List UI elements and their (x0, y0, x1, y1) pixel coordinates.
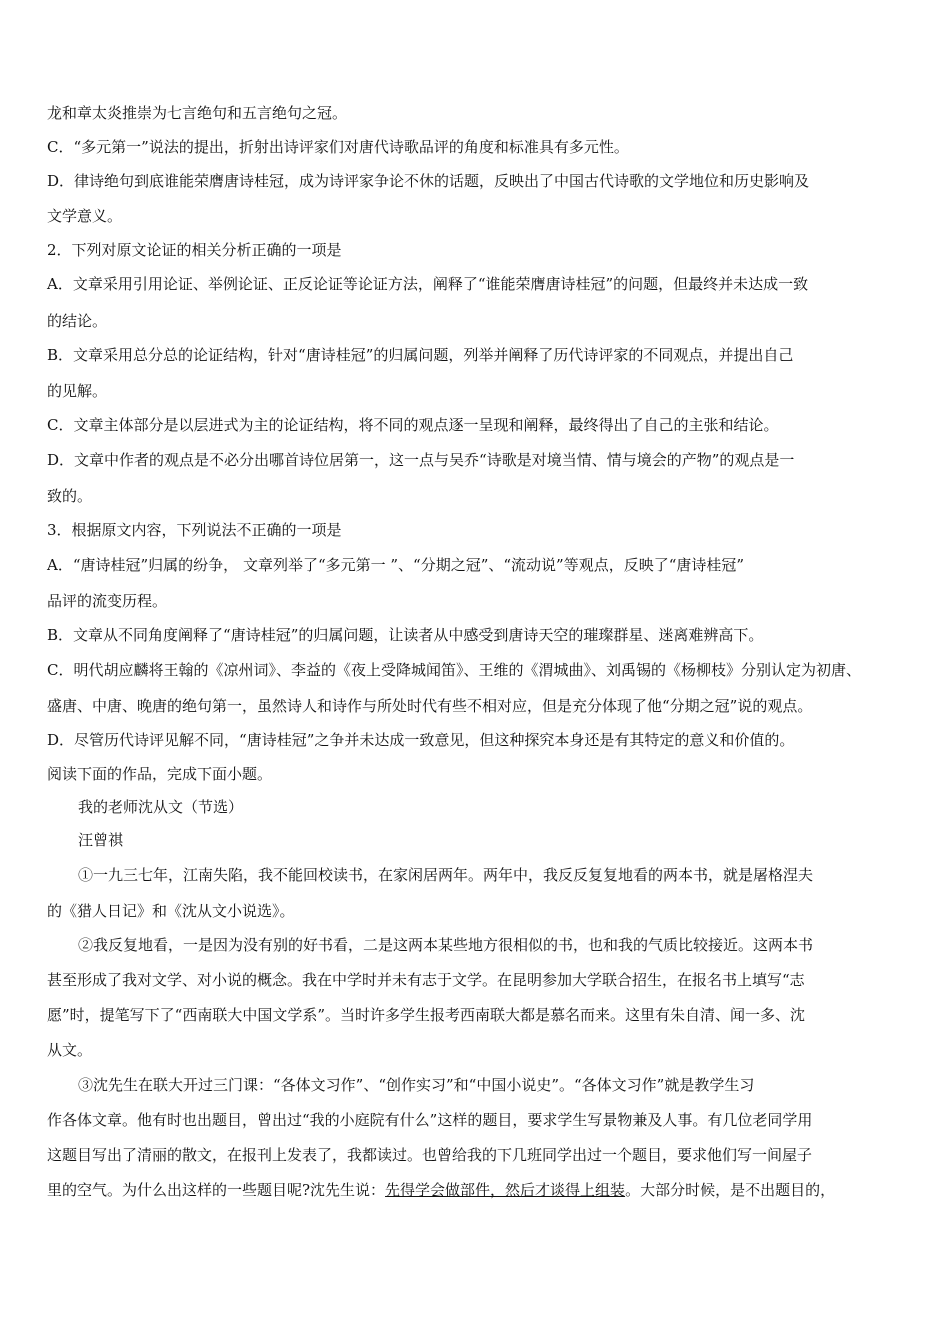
paragraph-3-line4-end: 。大部分时候，是不出题目的， (625, 1181, 836, 1199)
q3-option-b: B．文章从不同角度阐释了“唐诗桂冠”的归属问题，让读者从中感受到唐诗天空的璀璨群星、迷离难辨高下。 (47, 626, 764, 644)
paragraph-2-line1: ②我反复地看，一是因为没有别的好书看，二是这两本某些地方很相似的书，也和我的气质比较接近。这两本书 (78, 936, 814, 954)
underlined-quote: 先得学会做部件，然后才谈得上组装 (385, 1181, 626, 1199)
reading-instruction: 阅读下面的作品，完成下面小题。 (47, 765, 273, 783)
paragraph-3-line4 (47, 1180, 835, 1200)
q2-option-d-line2: 致的。 (47, 487, 93, 505)
article-title: 我的老师沈从文（节选） (78, 798, 244, 816)
q2-stem: 2．下列对原文论证的相关分析正确的一项是 (47, 241, 342, 259)
paragraph-1-line2: 的《猎人日记》和《沈从文小说选》。 (47, 902, 295, 920)
q1-option-c: C．“多元第一”说法的提出，折射出诗评家们对唐代诗歌品评的角度和标准具有多元性。 (47, 138, 629, 156)
paragraph-1-line1: ①一九三七年，江南失陷，我不能回校读书，在家闲居两年。两年中，我反反复复地看的两本书，就是屠格涅夫 (78, 866, 814, 884)
q3-stem: 3．根据原文内容，下列说法不正确的一项是 (47, 521, 342, 539)
q1-option-d-line1: D．律诗绝句到底谁能荣膺唐诗桂冠，成为诗评家争论不休的话题，反映出了中国古代诗歌的文学地位和历史影响及 (47, 172, 810, 190)
q3-option-a-line1: A．“唐诗桂冠”归属的纷争， 文章列举了“多元第一 ”、“分期之冠”、“流动说”等观点，反映了“唐诗桂冠” (47, 556, 745, 574)
q2-option-b-line2: 的见解。 (47, 382, 108, 400)
q1-continuation-line: 龙和章太炎推崇为七言绝句和五言绝句之冠。 (47, 104, 348, 122)
q3-option-a-line2: 品评的流变历程。 (47, 592, 168, 610)
q3-option-c-line1: C．明代胡应麟将王翰的《凉州词》、李益的《夜上受降城闻笛》、王维的《渭城曲》、刘禹锡的《杨柳枝》分别认定为初唐、 (47, 661, 861, 679)
paragraph-3-line3: 这题目写出了清丽的散文，在报刊上发表了，我都读过。也曾给我的下几班同学出过一个题目，要求他们写一间屋子 (47, 1146, 813, 1164)
paragraph-3-line1: ③沈先生在联大开过三门课：“各体文习作”、“创作实习”和“中国小说史”。“各体文习作”就是教学生习 (78, 1076, 755, 1094)
q2-option-a-line2: 的结论。 (47, 312, 108, 330)
q2-option-b-line1: B．文章采用总分总的论证结构，针对“唐诗桂冠”的归属问题，列举并阐释了历代诗评家的不同观点，并提出自己 (47, 346, 794, 364)
q3-option-c-line2: 盛唐、中唐、晚唐的绝句第一，虽然诗人和诗作与所处时代有些不相对应，但是充分体现了他“分期之冠”说的观点。 (47, 697, 813, 715)
paragraph-2-line2: 甚至形成了我对文学、对小说的概念。我在中学时并未有志于文学。在昆明参加大学联合招生，在报名书上填写“志 (47, 971, 805, 989)
q3-option-d: D．尽管历代诗评见解不同，“唐诗桂冠”之争并未达成一致意见，但这种探究本身还是有其特定的意义和价值的。 (47, 731, 795, 749)
paragraph-3-line4-start: 里的空气。为什么出这样的一些题目呢?沈先生说： (47, 1181, 386, 1199)
q2-option-d-line1: D．文章中作者的观点是不必分出哪首诗位居第一，这一点与吴乔“诗歌是对境当情、情与境会的产物”的观点是一 (47, 451, 795, 469)
paragraph-3-line2: 作各体文章。他有时也出题目，曾出过“我的小庭院有什么”这样的题目，要求学生写景物兼及人事。有几位老同学用 (47, 1111, 813, 1129)
q2-option-c: C．文章主体部分是以层进式为主的论证结构，将不同的观点逐一呈现和阐释，最终得出了自己的主张和结论。 (47, 416, 779, 434)
q1-option-d-line2: 文学意义。 (47, 207, 123, 225)
q2-option-a-line1: A．文章采用引用论证、举例论证、正反论证等论证方法，阐释了“谁能荣膺唐诗桂冠”的问题，但最终并未达成一致 (47, 275, 809, 293)
paragraph-2-line4: 从文。 (47, 1041, 93, 1059)
article-author: 汪曾祺 (78, 831, 124, 849)
paragraph-2-line3: 愿”时，提笔写下了“西南联大中国文学系”。当时许多学生报考西南联大都是慕名而来。这里有朱自清、闻一多、沈 (47, 1006, 806, 1024)
